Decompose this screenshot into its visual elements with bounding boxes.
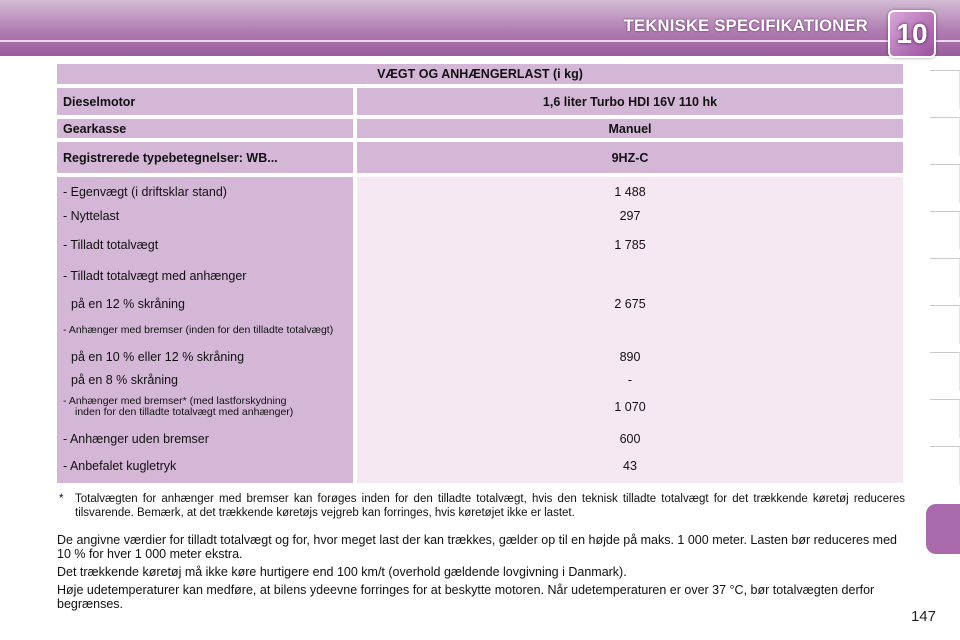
header-divider-line (0, 40, 960, 42)
weights-table (57, 64, 903, 483)
row-label: - Anhænger med bremser* (med lastforskydning (63, 395, 287, 407)
body-text (57, 533, 907, 615)
weights-body (57, 177, 903, 483)
engine-value: 1,6 liter Turbo HDI 16V 110 hk (357, 88, 903, 115)
weights-labels (57, 177, 353, 483)
type-value: 9HZ-C (357, 142, 903, 173)
footnote-marker: * (59, 493, 64, 505)
row-value (357, 317, 903, 343)
chapter-number: 10 (896, 18, 928, 49)
row-label-continuation: inden for den tilladte totalvægt med anhænger) (75, 406, 294, 418)
row-label: - Tilladt totalvægt (63, 238, 159, 252)
row-value: 600 (619, 432, 641, 446)
type-row (57, 142, 903, 173)
side-tab[interactable] (930, 211, 960, 250)
row-value: 1 488 (614, 185, 646, 199)
side-tab[interactable] (930, 258, 960, 297)
row-label-multiline (63, 389, 353, 425)
row-label: på en 12 % skråning (71, 297, 185, 311)
chapter-badge (888, 10, 936, 58)
row-value (357, 261, 903, 291)
row-label: på en 10 % eller 12 % skråning (71, 350, 245, 364)
paragraph: Høje udetemperaturer kan medføre, at bilens ydeevne forringes for at beskytte motoren. Når udetemperaturen er over 37 °C, bør totalvægten derfor begrænses. (57, 583, 875, 611)
side-tab[interactable] (930, 446, 960, 485)
row-value: 297 (619, 209, 641, 223)
engine-label: Dieselmotor (57, 88, 353, 115)
row-label: - Nyttelast (63, 209, 120, 223)
side-tab[interactable] (930, 117, 960, 156)
row-label: - Tilladt totalvægt med anhænger (63, 269, 247, 283)
row-value: 2 675 (614, 297, 646, 311)
footnote-text: Totalvægten for anhænger med bremser kan forøges inden for den tilladte totalvægt, hvis den teknisk tilladte totalvægt for det trækkende køretøj reduceres tilsvarende. Bemærk, at det trækkende køretøjs vejgreb kan forringes, hvis køretøjet ikke er lastet. (75, 493, 905, 519)
side-tab[interactable] (930, 70, 960, 109)
type-label: Registrerede typebetegnelser: WB... (57, 142, 353, 173)
row-label: på en 8 % skråning (71, 373, 179, 387)
footnote (59, 492, 905, 520)
row-value: 1 070 (614, 400, 646, 414)
row-value: 43 (623, 459, 637, 473)
side-tab[interactable] (930, 399, 960, 438)
row-value: 890 (619, 350, 641, 364)
side-tab[interactable] (930, 305, 960, 344)
table-title: VÆGT OG ANHÆNGERLAST (i kg) (57, 64, 903, 84)
row-label: - Anhænger uden bremser (63, 432, 209, 446)
side-tab[interactable] (930, 164, 960, 203)
gearbox-value: Manuel (357, 119, 903, 138)
section-title: TEKNISKE SPECIFIKATIONER (623, 17, 868, 35)
gearbox-row (57, 119, 903, 138)
row-value: 1 785 (614, 238, 646, 252)
side-tab[interactable] (930, 352, 960, 391)
weights-values (357, 177, 903, 483)
row-label: - Egenvægt (i driftsklar stand) (63, 185, 227, 199)
engine-row (57, 88, 903, 115)
row-label: - Anhænger med bremser (inden for den tilladte totalvægt) (63, 323, 334, 336)
row-value: - (627, 373, 633, 387)
page-header (0, 0, 960, 56)
paragraph: Det trækkende køretøj må ikke køre hurtigere end 100 km/t (overhold gældende lovgivning i Danmark). (57, 565, 627, 579)
side-tab-active[interactable] (926, 504, 960, 554)
page-number: 147 (910, 608, 936, 625)
row-label: - Anbefalet kugletryk (63, 459, 177, 473)
paragraph: De angivne værdier for tilladt totalvægt og for, hvor meget last der kan trækkes, gælder op til en højde på maks. 1 000 meter. Lasten bør reduceres med 10 % for hver 1 000 meter ekstra. (57, 533, 897, 561)
side-tabs (930, 70, 960, 493)
gearbox-label: Gearkasse (57, 119, 353, 138)
